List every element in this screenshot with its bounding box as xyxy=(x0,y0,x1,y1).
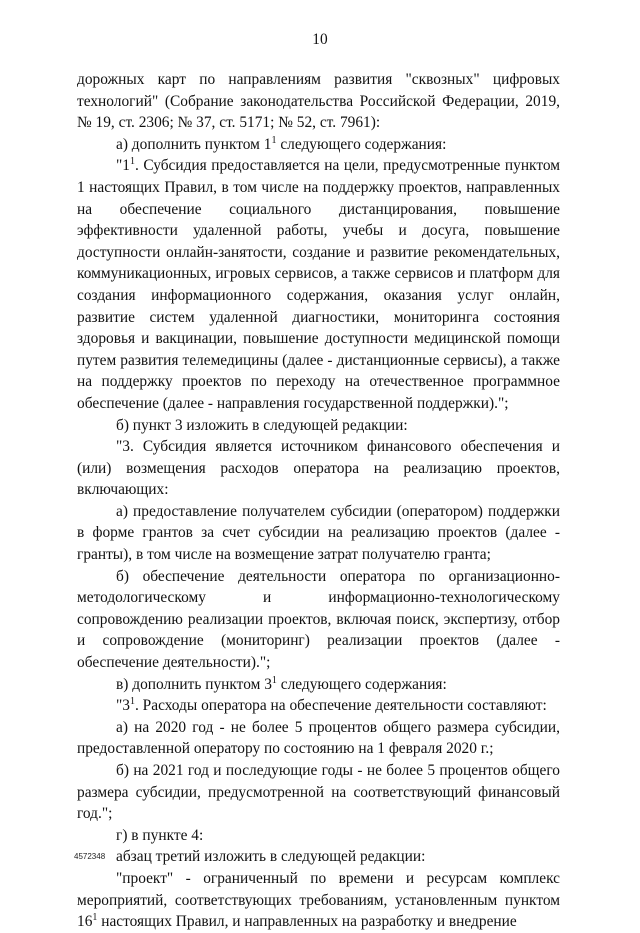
paragraph xyxy=(77,760,560,825)
paragraph-text: г) в пункте 4: xyxy=(116,826,204,844)
paragraph-text: дорожных карт по направлениям развития "сквозных" цифровых технологий" (Собрание законодательства Российской Федерации, 2019, № 19, ст. 2306; № 37, ст. 5171; № 52, ст. 7961): xyxy=(77,71,560,132)
superscript: 1 xyxy=(92,912,98,924)
paragraph xyxy=(77,868,560,933)
paragraph xyxy=(77,155,560,414)
superscript: 1 xyxy=(271,674,277,686)
paragraph-text: "3. Субсидия является источником финансового обеспечения и (или) возмещения расходов оператора на реализацию проектов, включающих: xyxy=(77,438,560,499)
paragraph-text: а) дополнить пунктом 1 xyxy=(116,135,272,153)
paragraph xyxy=(77,436,560,501)
superscript: 1 xyxy=(129,696,135,708)
paragraph-text: б) на 2021 год и последующие годы - не более 5 процентов общего размера субсидии, предусмотренной на соответствующий финансовый год."; xyxy=(77,762,560,823)
paragraph-text: следующего содержания: xyxy=(276,675,447,693)
paragraph-text: "1 xyxy=(116,157,130,175)
paragraph-text: абзац третий изложить в следующей редакции: xyxy=(116,848,426,866)
document-code: 4572348 xyxy=(74,852,106,861)
paragraph xyxy=(77,825,560,847)
superscript: 1 xyxy=(271,134,277,146)
paragraph-text: б) обеспечение деятельности оператора по организационно-методологическому и информационно-технологическому сопровождению реализации проектов, включая поиск, экспертизу, отбор и сопровождение (мониторинг) реализации проектов (далее - обеспечение деятельности)."; xyxy=(77,567,560,672)
paragraph xyxy=(77,69,560,134)
paragraph-text: настоящих Правил, и направленных на разработку и внедрение xyxy=(97,913,517,931)
paragraph xyxy=(77,566,560,674)
paragraph-text: а) предоставление получателем субсидии (оператором) поддержки в форме грантов за счет субсидии на реализацию проектов (далее - гранты), в том числе на возмещение затрат получателю гранта; xyxy=(77,502,560,564)
paragraph-text: "проект" - ограниченный по времени и ресурсам комплекс мероприятий, соответствующих требованиям, установленным пунктом 16 xyxy=(77,869,560,931)
paragraph xyxy=(77,134,560,156)
paragraph xyxy=(77,846,560,868)
paragraph-text: "3 xyxy=(116,697,130,715)
paragraph xyxy=(77,501,560,566)
paragraph xyxy=(77,415,560,437)
page-number: 10 xyxy=(312,31,328,48)
paragraph-text: а) на 2020 год - не более 5 процентов общего размера субсидии, предоставленной оператору по состоянию на 1 февраля 2020 г.; xyxy=(77,718,560,758)
paragraph-text: в) дополнить пунктом 3 xyxy=(116,675,272,693)
paragraph-text: б) пункт 3 изложить в следующей редакции: xyxy=(116,416,408,434)
document-body xyxy=(77,69,560,933)
paragraph xyxy=(77,695,560,717)
paragraph-text: следующего содержания: xyxy=(276,135,447,153)
paragraph-text: . Субсидия предоставляется на цели, предусмотренные пунктом 1 настоящих Правил, в том числе на поддержку проектов, направленных на обеспечение социального дистанцирования, повышение эффективности удаленной работы, учебы и досуга, повышение доступности онлайн-занятости, создание и развитие рекомендательных, коммуникационных, игровых сервисов, а также сервисов и платформ для создания информационного содержания, оказания услуг онлайн, развитие систем удаленной диагностики, мониторинга состояния здоровья и вакцинации, повышение доступности медицинской помощи путем развития телемедицины (далее - дистанционные сервисы), а также на поддержку проектов по переходу на отечественное программное обеспечение (далее - направления государственной поддержки)."; xyxy=(77,157,560,412)
superscript: 1 xyxy=(129,156,135,168)
paragraph-text: . Расходы оператора на обеспечение деятельности составляют: xyxy=(134,697,547,715)
paragraph xyxy=(77,674,560,696)
paragraph xyxy=(77,717,560,760)
